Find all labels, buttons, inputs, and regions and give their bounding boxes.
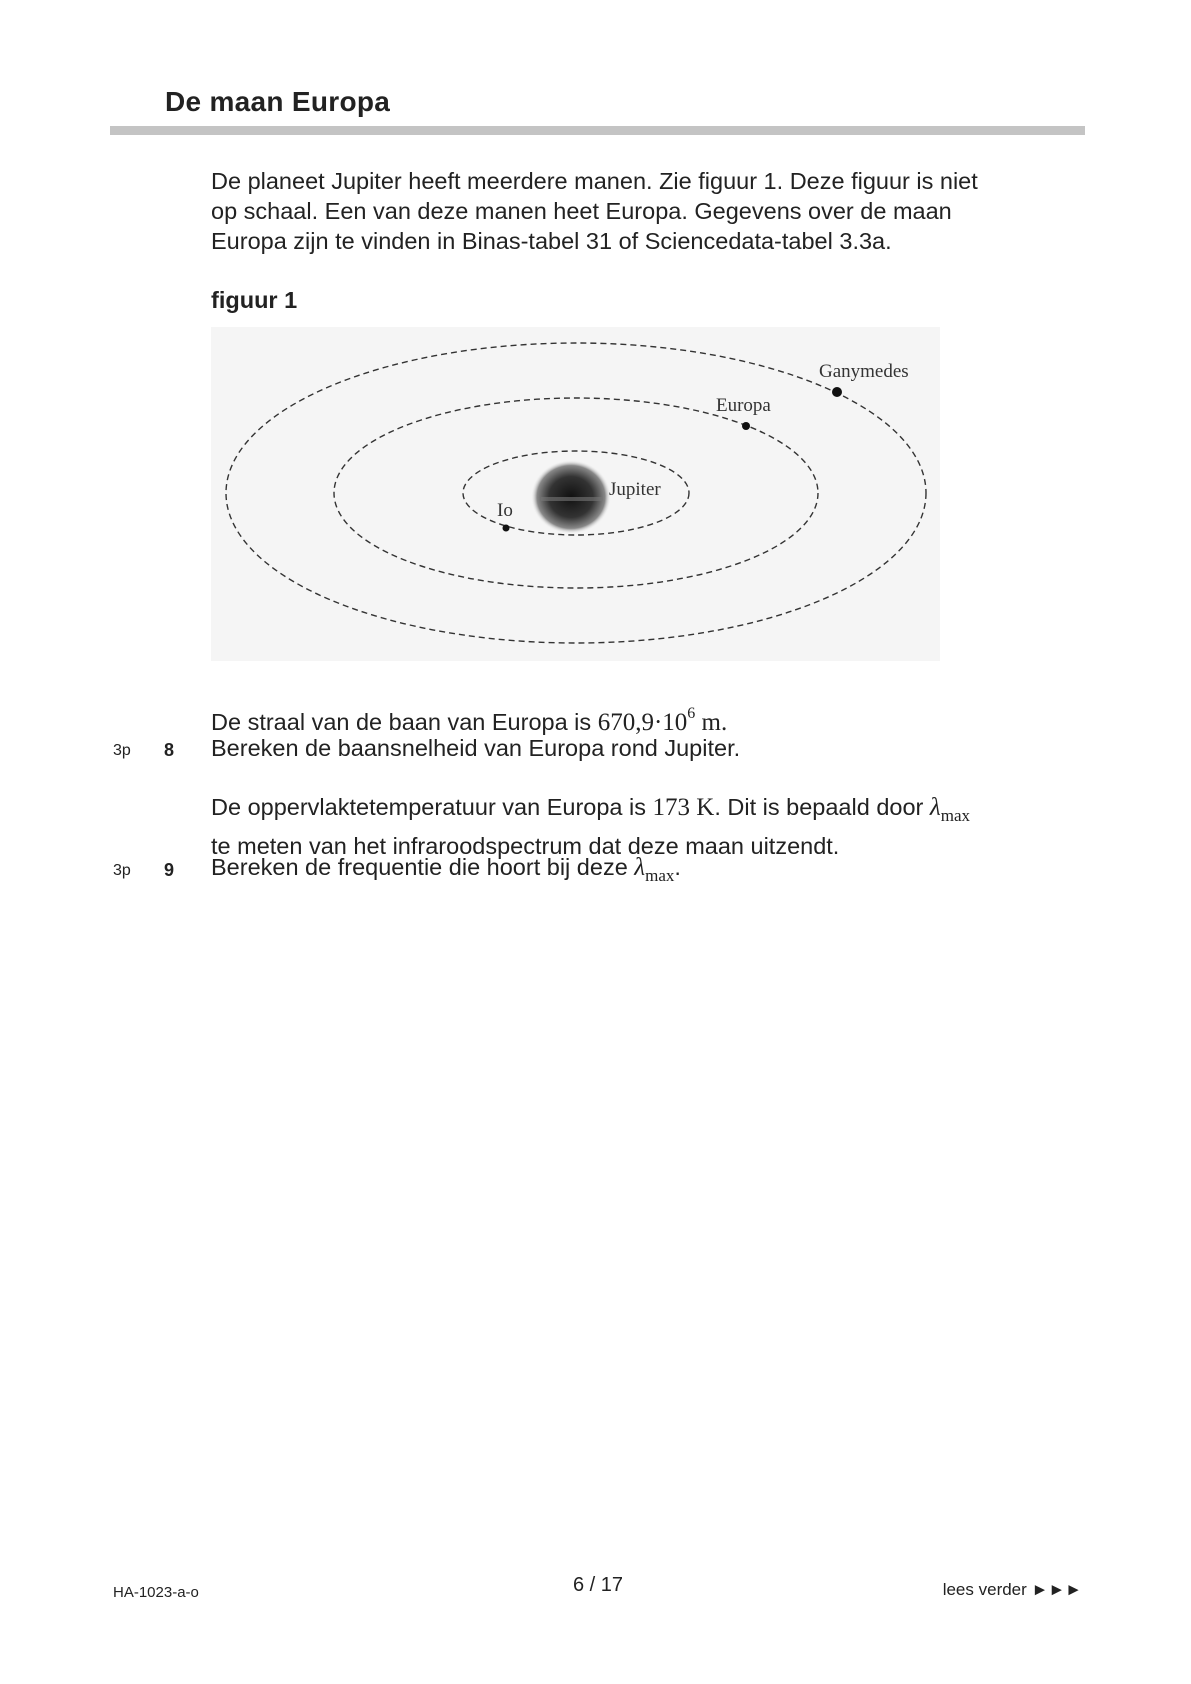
orbit-figure [211,327,940,661]
intro-paragraph [211,166,1071,256]
question-8-points: 3p [113,742,131,759]
footer-exam-code: HA-1023-a-o [113,1584,199,1601]
intro-line-3: Europa zijn te vinden in Binas-tabel 31 of Sciencedata-tabel 3.3a. [211,228,892,254]
ganymedes-label: Ganymedes [819,361,909,382]
title-divider [110,126,1085,135]
question-9-text: Bereken de frequentie die hoort bij deze $\lambda_{max}$. [211,854,681,885]
jupiter-label: Jupiter [609,479,661,500]
question-8-number: 8 [164,740,175,760]
io-moon [503,525,510,532]
europa-moon [742,422,750,430]
question-9-number: 9 [164,860,175,880]
radius-text: De straal van de baan van Europa is [211,709,592,735]
figure-label: figuur 1 [211,287,298,313]
intro-line-1: De planeet Jupiter heeft meerdere manen. Zie figuur 1. Deze figuur is niet [211,168,978,194]
orbit-diagram [211,327,940,661]
radius-value: $670,9\cdot 10^6$ m. [597,705,728,736]
question-9-points: 3p [113,862,131,879]
temperature-statement [211,792,1071,861]
temperature-line-2: te meten van het infraroodspectrum dat deze maan uitzendt. [211,833,840,859]
question-8-text: Bereken de baansnelheid van Europa rond Jupiter. [211,735,741,761]
europa-label: Europa [716,395,771,416]
intro-line-2: op schaal. Een van deze manen heet Europa. Gegevens over de maan [211,198,952,224]
io-label: Io [497,500,513,521]
footer-continue: lees verder ►►► [942,1580,1082,1599]
temperature-line-1: De oppervlaktetemperatuur van Europa is 173 K. Dit is bepaald door $\lambda_{max}$ [211,794,970,825]
ganymedes-moon [832,387,842,397]
footer-page-number: 6 / 17 [572,1574,624,1596]
jupiter-band [541,497,603,501]
section-title: De maan Europa [165,86,391,117]
